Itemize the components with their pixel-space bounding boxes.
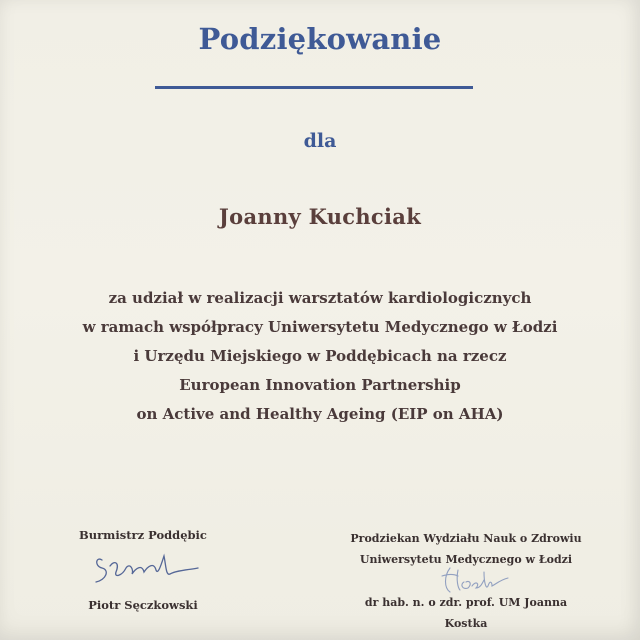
right-signatory-role-1: Prodziekan Wydziału Nauk o Zdrowiu — [350, 532, 582, 545]
right-signatory-name: dr hab. n. o zdr. prof. UM Joanna Kostka — [364, 596, 568, 630]
right-signatory-role-2: Uniwersytetu Medycznego w Łodzi — [359, 553, 573, 566]
body-line: on Active and Healthy Ageing (EIP on AHA) — [136, 405, 504, 423]
title-underline — [155, 86, 473, 89]
for-label: dla — [303, 130, 337, 152]
body-line: za udział w realizacji warsztatów kardiologicznych — [108, 289, 532, 307]
left-signatory-name: Piotr Sęczkowski — [88, 598, 198, 612]
right-handwritten-signature — [436, 562, 516, 596]
left-handwritten-signature — [92, 548, 202, 588]
certificate-title: Podziękowanie — [198, 22, 442, 56]
certificate-body — [0, 284, 640, 429]
body-line: w ramach współpracy Uniwersytetu Medycznego w Łodzi — [82, 318, 558, 336]
recipient-name: Joanny Kuchciak — [218, 204, 422, 229]
body-line: European Innovation Partnership — [179, 376, 461, 394]
body-line: i Urzędu Miejskiego w Poddębicach na rzecz — [133, 347, 507, 365]
left-signatory-role: Burmistrz Poddębic — [79, 528, 207, 542]
